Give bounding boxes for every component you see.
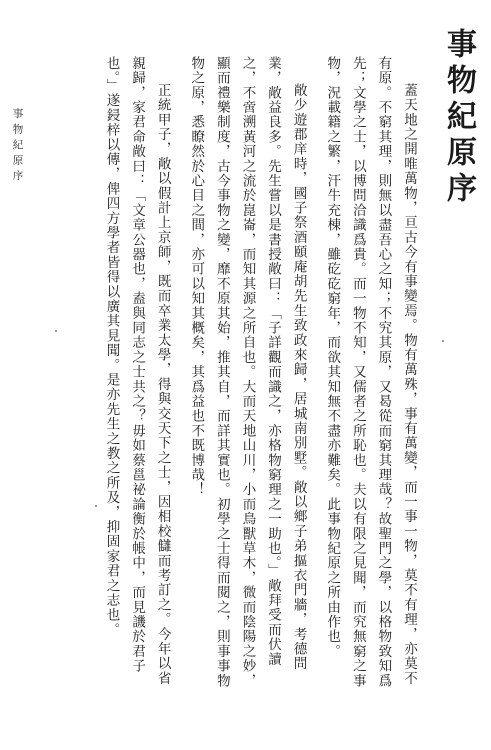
print-speck [95, 505, 97, 507]
print-speck [55, 330, 57, 332]
paragraph-2: 敞少遊郡庠時，國子祭酒頤庵胡先生致政來歸，居城南別墅。敞以鄉子弟摳衣門牆，考德問業，敞益良多。先生嘗以是書授敞曰：「子詳觀而識之，亦格物窮理之一助也。」敞拜受而伏讀之，不啻溯黃河之流於崑崙，而知其源之所自也。大而天地山川，小而鳥獸草木，微而陰陽之妙，顯而禮樂制度，古今事物之變，靡不原其始，推其自，而詳其實也。初學之士得而閱之，則事事物物之原，悉瞭然於心目之間，亦可以知其概矣，其爲益也不既博哉！ [188, 56, 307, 689]
preface-body [98, 56, 421, 696]
paragraph-1: 蓋天地之開唯萬物，亘古今有事變焉。物有萬殊，事有萬變，而一事一物，莫不有理，亦莫不有原。不窮其理，則無以盡吾心之知；不究其原，又曷從而窮其理哉？故聖門之學，以格物致知爲先；文學之士，以博問洽識爲貴。而一物不知，又儒者之所恥也。夫以有限之見聞，而究無窮之事物，況載籍之繁，汗牛充棟，雖矻矻窮年，而欲其知無不盡亦難矣。此事物紀原之所由作也。 [324, 56, 417, 689]
print-speck [442, 340, 444, 342]
margin-running-title: 事物紀原序 [11, 108, 24, 186]
paragraph-3: 正統甲子，敞以假計上京師，既而卒業太學，得與交天下之士，因相校讎而考訂之。今年以省親歸，家君命敞曰：「文章公器也，盍與同志之士共之？毋如蔡邕祕論衡於帳中，而見譏於君子也。」遂鋟梓以傳，俾四方學者皆得以廣其見聞。是亦先生之教之所及，抑固家君之志也。 [103, 56, 171, 686]
document-title: 事物紀原序 [441, 28, 476, 208]
